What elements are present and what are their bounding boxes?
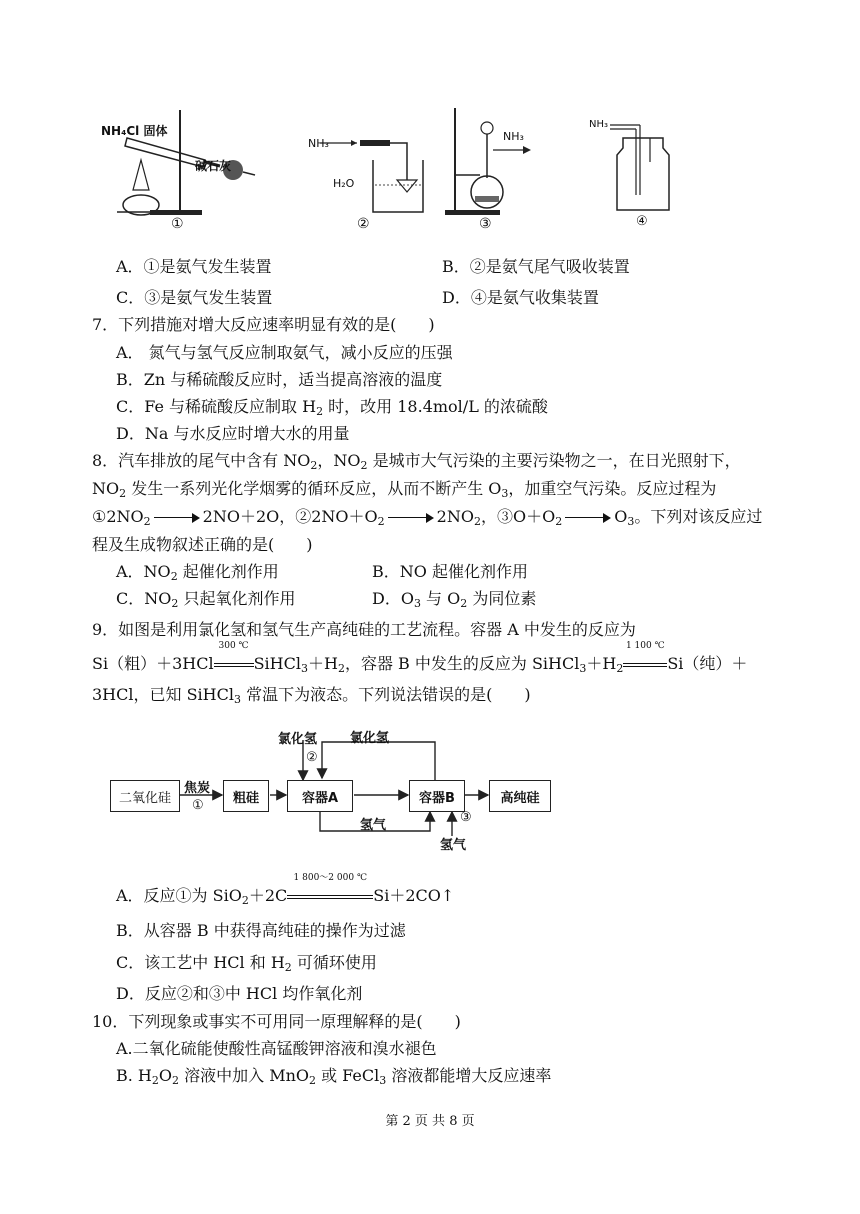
page-footer: 第 2 页 共 8 页 [385, 1114, 475, 1129]
q9-option-d: D．反应②和③中 HCl 均作氧化剂 [116, 984, 363, 1003]
fig-number-3: ③ [479, 216, 492, 232]
q7-option-b: B．Zn 与稀硫酸反应时，适当提高溶液的温度 [116, 370, 443, 389]
q7-option-a: A． 氮气与氢气反应制取氨气，减小反应的压强 [116, 343, 453, 362]
nh3-label-3: NH₃ [503, 130, 524, 143]
condition-1100c: 1 100 ℃ [623, 652, 667, 676]
q8-option-b: B．NO 起催化剂作用 [372, 562, 528, 581]
nh3-label-4: NH₃ [589, 119, 609, 130]
fig-number-4: ④ [636, 214, 648, 229]
q8-option-d: D．$O_3$ 与 $O_2$ 为同位素 [372, 589, 537, 610]
apparatus-drawing [95, 100, 675, 235]
q6-option-d: D．④是氨气收集装置 [442, 288, 599, 307]
q7-option-c: C．Fe 与稀硫酸反应制取 $H_2$ 时，改用 18.4mol/L 的浓硫酸 [116, 397, 548, 418]
q9-option-a: A．反应①为 SiO$_2$＋2C 1 800～2 000 ℃ Si＋2CO↑ [116, 873, 455, 907]
q9-stem-line3: 3HCl，已知 SiHCl$_3$ 常温下为液态。下列说法错误的是( ) [92, 685, 531, 706]
q9-option-b: B．从容器 B 中获得高纯硅的操作为过滤 [116, 921, 406, 940]
q7-stem: 7．下列措施对增大反应速率明显有效的是( ) [92, 315, 435, 334]
reaction-arrow-2 [388, 513, 434, 523]
hcl-input-label: 氯化氢 [278, 732, 318, 747]
q8-stem-line2: $NO_2$ 发生一系列光化学烟雾的循环反应，从而不断产生 $O_3$，加重空气污染。反应过程为 [92, 479, 717, 500]
q8-stem-line1: 8．汽车排放的尾气中含有 $NO_2$，$NO_2$ 是城市大气污染的主要污染物之一，在日光照射下， [92, 451, 741, 472]
h2-input-label: 氢气 [440, 838, 467, 853]
nh4cl-label: NH₄Cl 固体 [101, 124, 168, 138]
q6-option-b: B．②是氨气尾气吸收装置 [442, 257, 630, 276]
step-2-label: ② [306, 750, 318, 765]
q6-option-a: A．①是氨气发生装置 [116, 257, 272, 276]
step-3-label: ③ [460, 810, 472, 825]
reaction-arrow-3 [565, 513, 611, 523]
nh3-label-2: NH₃ [308, 137, 329, 150]
hcl-recycle-label: 氯化氢 [350, 731, 390, 746]
q9-stem-line2: Si（粗）＋3HCl 300 ℃ $SiHCl_3+H_2$，容器 B 中发生的反应为 $SiHCl_3+H_2$ 1 100 ℃ Si（纯）＋ [92, 641, 748, 675]
apparatus-figure [95, 100, 675, 235]
reaction-arrow-1 [154, 513, 200, 523]
q6-option-c: C．③是氨气发生装置 [116, 288, 273, 307]
box-silicon-dioxide: 二氧化硅 [110, 780, 180, 812]
box-vessel-b: 容器B [409, 780, 465, 812]
h2-recycle-label: 氢气 [360, 818, 387, 833]
q8-reactions-line: $①2NO_2$ 2NO＋2O，$②2NO+O_2$ $2NO_2$，$③O+O_2$ $O_3$。下列对该反应过 [92, 507, 763, 528]
q10-stem: 10．下列现象或事实不可用同一原理解释的是( ) [92, 1012, 461, 1031]
q8-option-c: C．$NO_2$ 只起氧化剂作用 [116, 589, 296, 610]
process-flow-diagram [110, 728, 555, 853]
box-crude-silicon: 粗硅 [223, 780, 269, 812]
q7-option-d: D．Na 与水反应时增大水的用量 [116, 424, 350, 443]
step-1-label: ① [192, 798, 204, 813]
q10-option-a: A.二氧化硫能使酸性高锰酸钾溶液和溴水褪色 [116, 1039, 437, 1058]
condition-300c: 300 ℃ [214, 652, 254, 676]
soda-lime-label: 碱石灰 [195, 159, 232, 173]
condition-1800-2000c: 1 800～2 000 ℃ [287, 884, 373, 908]
fig-number-2: ② [357, 216, 370, 232]
q8-stem-line4: 程及生成物叙述正确的是( ) [92, 535, 313, 554]
h2o-label: H₂O [333, 177, 355, 190]
box-pure-silicon: 高纯硅 [489, 780, 551, 812]
q10-option-b: B. $H_2O_2$ 溶液中加入 MnO$_2$ 或 FeCl$_3$ 溶液都能增大反应速率 [116, 1066, 552, 1087]
q9-option-c: C．该工艺中 HCl 和 $H_2$ 可循环使用 [116, 953, 377, 974]
fig-number-1: ① [171, 216, 184, 232]
q8-option-a: A．$NO_2$ 起催化剂作用 [116, 562, 279, 583]
box-vessel-a: 容器A [287, 780, 353, 812]
q9-stem-line1: 9．如图是利用氯化氢和氢气生产高纯硅的工艺流程。容器 A 中发生的反应为 [92, 620, 636, 639]
coke-label: 焦炭 [184, 781, 211, 796]
